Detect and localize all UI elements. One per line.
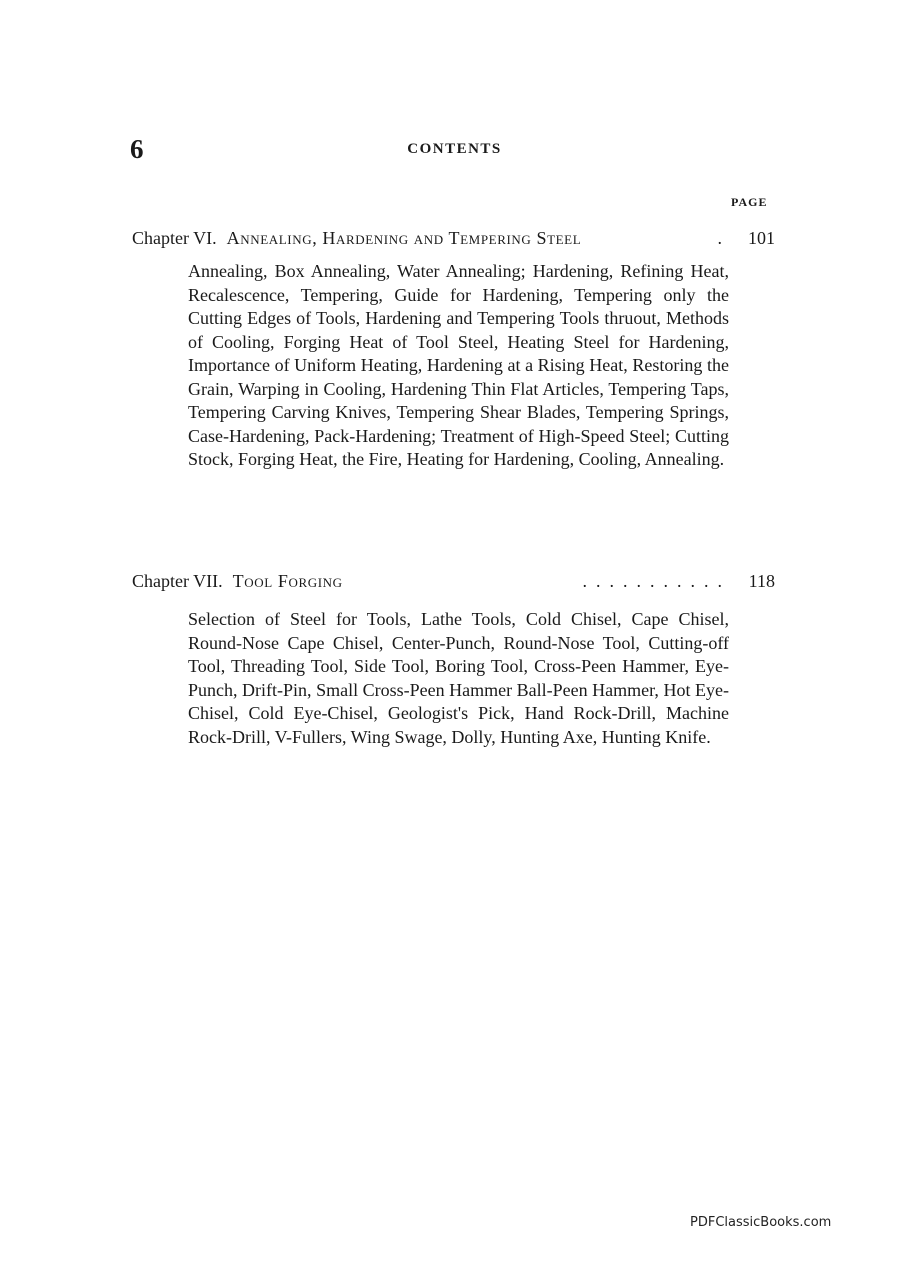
chapter-page-number: 101 [748,228,775,248]
dot-leader: ........... [582,571,731,591]
dot-leader: . [717,228,731,248]
toc-entry-chapter-7[interactable] [132,569,775,593]
chapter-label: Chapter VII. [132,571,223,591]
toc-entry-chapter-6[interactable] [132,226,775,250]
page-number: 6 [130,134,144,164]
chapter-title: Annealing, Hardening and Tempering Steel [226,228,582,248]
chapter-page-number: 118 [748,571,775,591]
page-column-label: PAGE [731,195,768,209]
chapter-label: Chapter VI. [132,228,217,248]
chapter-title: Tool Forging [232,571,343,591]
watermark[interactable]: PDFClassicBooks.com [690,1215,832,1230]
running-head: CONTENTS [407,141,502,157]
chapter-summary: Annealing, Box Annealing, Water Annealing; Hardening, Refining Heat, Recalescence, Tempering, Guide for Hardening, Tempering only the Cutting Edges of Tools, Hardening and Tempering Tools thruout, Methods of Cooling, Forging Heat of Tool Steel, Heating Steel for Hardening, Importance of Uniform Heating, Hardening at a Rising Heat, Restoring the Grain, Warping in Cooling, Hardening Thin Flat Articles, Tempering Taps, Tempering Carving Knives, Tempering Shear Blades, Tempering Springs, Case-Hardening, Pack-Hardening; Treatment of High-Speed Steel; Cutting Stock, Forging Heat, the Fire, Heating for Hardening, Cooling, Annealing. [188,261,729,469]
chapter-summary: Selection of Steel for Tools, Lathe Tools, Cold Chisel, Cape Chisel, Round-Nose Cape Chisel, Center-Punch, Round-Nose Tool, Cutting-off Tool, Threading Tool, Side Tool, Boring Tool, Cross-Peen Hammer, Eye-Punch, Drift-Pin, Small Cross-Peen Hammer Ball-Peen Hammer, Hot Eye-Chisel, Cold Eye-Chisel, Geologist's Pick, Hand Rock-Drill, Machine Rock-Drill, V-Fullers, Wing Swage, Dolly, Hunting Axe, Hunting Knife. [188,609,729,747]
